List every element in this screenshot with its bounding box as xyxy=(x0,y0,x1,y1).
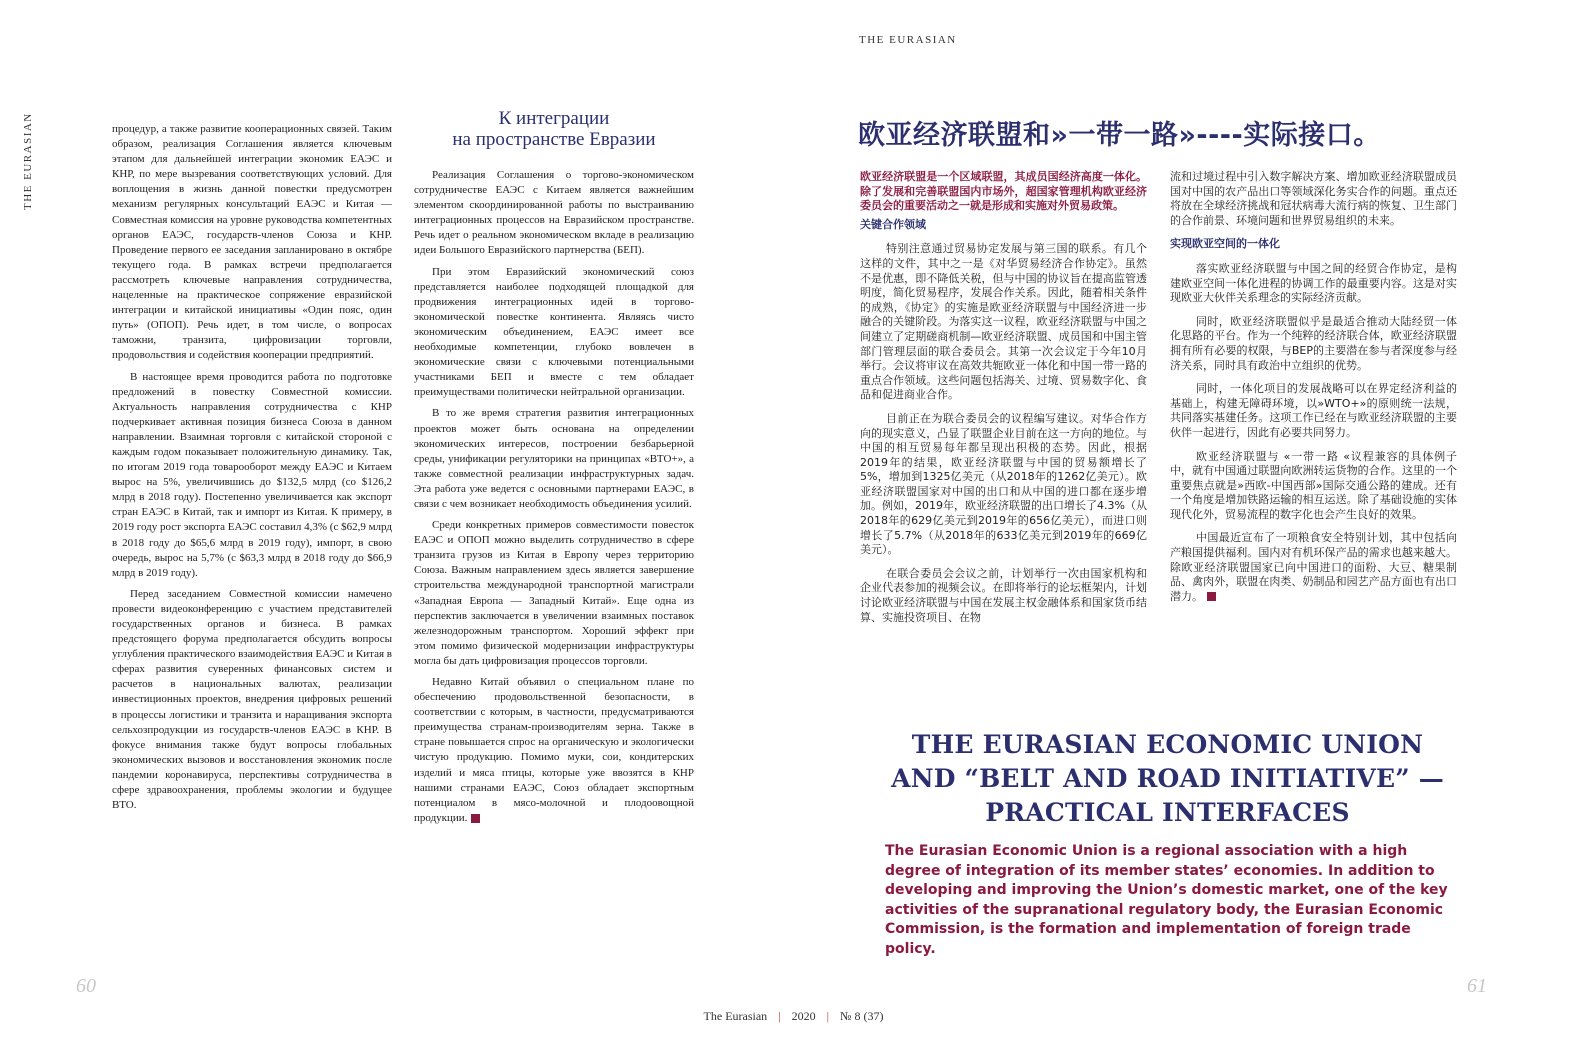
paragraph: В то же время стратегия развития интеграционных проектов может быть основана на определении экономических интересов, построении безбарьерной среды, унификации регуляторики на принципах «ВТО+», а также совместной реализации инфраструктурных задач. Эта работа уже ведется с основными партнерами ЕАЭС, в связи с чем возникает необходимость объединения усилий. xyxy=(414,407,694,510)
paragraph: процедур, а также развитие кооперационных связей. Таким образом, реализация Соглашения является ключевым этапом для дальнейшей интеграции экономик ЕАЭС и КНР, по мере вызревания соответствующих условий. Для воплощения в жизнь данной повестки предусмотрен механизм регулярных консультаций ЕАЭС и Китая — Совместная комиссия на уровне руководства компетентных органов ЕАЭС, государств-членов Союза и КНР. Проведение первого ее заседания запланировано в октябре текущего года. В рамках встречи предполагается рассмотреть ключевые направления сотрудничества, нацеленные на практическое сопряжение евразийской интеграции и китайской инициативы «Один пояс, один путь» (ОПОП). Речь идет, в том числе, о вопросах таможни, транзита, цифровизации торговли, продовольствия и содействия кооперации предприятий. xyxy=(112,123,392,362)
russian-column-2 xyxy=(414,168,694,938)
english-lead-paragraph: The Eurasian Economic Union is a regional association with a high degree of integration of its member states’ economies. In addition to developing and improving the Union’s domestic market, one of the key activities of the supranational regulatory body, the Eurasian Economic Commission, is the formation and implementation of foreign trade policy. xyxy=(885,843,1448,957)
title-line: THE EURASIAN ECONOMIC UNION xyxy=(911,730,1424,759)
footer-separator: | xyxy=(778,1009,781,1023)
paragraph xyxy=(1170,531,1457,604)
footer xyxy=(0,1009,1587,1024)
paragraph: При этом Евразийский экономический союз представляется наиболее подходящей площадкой для продвижения интеграционных идей в торгово-экономической повестке континента. Являясь чисто экономическим объединением, ЕАЭС имеет все необходимые компетенции, глубоко вовлечен в экономические связи с ключевыми потенциальными участниками БЕП и вместе с тем обладает преимуществами политически нейтральной организации. xyxy=(414,265,694,399)
paragraph: 同时，欧亚经济联盟似乎是最适合推动大陆经贸一体化思路的平台。作为一个纯粹的经济联合体，欧亚经济联盟拥有所有必要的权限，与BEP的主要潜在参与者深度参与经济关系，同时具有政治中立组织的优势。 xyxy=(1170,314,1457,372)
paragraph: 特别注意通过贸易协定发展与第三国的联系。有几个这样的文件，其中之一是《对华贸易经济合作协定》。虽然不是优惠，即不降低关税，但与中国的协议旨在提高监管透明度，简化贸易程序，发展合作关系。因此，随着相关条件的成熟，《协定》的实施是欧亚经济联盟与中国经济进一步融合的关键阶段。为落实这一议程，欧亚经济联盟与中国之间建立了定期磋商机制—欧亚经济联盟、成员国和中国主管部门管理层面的联合委员会。其第一次会议定于今年10月举行。会议将审议在高效共轭欧亚一体化和中国一带一路的重点合作领域。这些问题包括海关、过境、贸易数字化、食品和促进商业合作。 xyxy=(860,242,1147,402)
page-number-left: 60 xyxy=(76,975,96,997)
paragraph: Реализация Соглашения о торгово-экономическом сотрудничестве ЕАЭС с Китаем является важнейшим элементом скоординированной работы по выстраиванию интеграционных процессов на Евразийском пространстве. Речь идет о реальном экономическом вкладе в реализацию идеи Большого Евразийского партнерства (БЕП). xyxy=(414,169,694,257)
paragraph-text: 中国最近宣布了一项粮食安全特别计划，其中包括向产粮国提供福利。国内对有机环保产品的需求也越来越大。除欧亚经济联盟国家已向中国进口的面粉、大豆、糖果制品、禽肉外，联盟在肉类、奶制品和园艺产品方面也有出口潜力。 xyxy=(1170,531,1457,603)
title-line: PRACTICAL INTERFACES xyxy=(985,798,1350,827)
paragraph: 落实欧亚经济联盟与中国之间的经贸合作协定，是构建欧亚空间一体化进程的协调工作的最重要内容。这是对实现欧亚大伙伴关系理念的实际经济贡献。 xyxy=(1170,261,1457,305)
russian-section-heading xyxy=(414,108,694,150)
chinese-article-title: 欧亚经济联盟和»一带一路»----实际接口。 xyxy=(858,120,1381,151)
chinese-subheading: 关键合作领域 xyxy=(860,217,926,231)
side-brand-label: THE EURASIAN xyxy=(22,112,34,210)
paragraph: 同时，一体化项目的发展战略可以在界定经济利益的基础上，构建无障碍环境，以»WTO+»的原则统一法规，共同落实基建任务。这项工作已经在与欧亚经济联盟的主要伙伴一起进行，因此有必要共同努力。 xyxy=(1170,382,1457,439)
chinese-column-2 xyxy=(1170,170,1457,690)
paragraph: 目前正在为联合委员会的议程编写建议。对华合作方向的现实意义，凸显了联盟企业目前在这一方向的地位。与中国的相互贸易每年都呈现出积极的态势。因此，根据2019年的结果，欧亚经济联盟与中国的贸易额增长了5%，增加到1325亿美元（从2018年的1262亿美元）。欧亚经济联盟国家对中国的出口和从中国的进口都在逐步增加。例如，2019年，欧亚经济联盟的出口增长了4.3%（从2018年的629亿美元到2019年的656亿美元），而进口则增长了5.7%（从2018年的633亿美元到2019年的669亿美元）。 xyxy=(860,411,1147,557)
paragraph: 欧亚经济联盟与 «一带一路 «议程兼容的具体例子中，就有中国通过联盟向欧洲转运货物的合作。这里的一个重要焦点就是»西欧-中国西部»国际交通公路的建成。还有一个角度是增加铁路运输的相互运送。除了基础设施的实体现代化外，贸易流程的数字化也会产生良好的效果。 xyxy=(1170,449,1457,521)
chinese-subheading: 实现欧亚空间的一体化 xyxy=(1170,237,1280,251)
paragraph: Среди конкретных примеров совместимости повесток ЕАЭС и ОПОП можно выделить сотрудничество в сфере транзита грузов из Китая в Европу через территорию Союза. Важным направлением здесь является завершение строительства международной транспортной магистрали «Западная Европа — Западный Китай». Еще одна из перспектив заключается в увеличении взаимных поставок железнодорожным транспортом. Хороший эффект при этом помимо физической модернизации инфраструктуры могла бы дать цифровизация процессов торговли. xyxy=(414,519,694,667)
footer-separator: | xyxy=(826,1009,829,1023)
heading-line: К интеграции xyxy=(498,108,610,129)
english-article-title xyxy=(880,728,1455,830)
footer-issue: № 8 (37) xyxy=(840,1009,884,1023)
paragraph-text: Недавно Китай объявил о специальном плане по обеспечению продовольственной безопасности, в соответствии с которым, в частности, предусматриваются преимущества странам-производителям зерна. Также в стране повышается спрос на органическую и экологически чистую продукцию. Помимо муки, сои, кондитерских изделий и мяса птицы, которые уже ввозятся в КНР нашими странами ЕАЭС, Союз обладает экспортным потенциалом в мясо-молочной и плодоовощной продукции. xyxy=(414,676,694,824)
end-mark-icon: E xyxy=(471,814,480,823)
title-line: AND “BELT AND ROAD INITIATIVE” — xyxy=(891,764,1444,793)
paragraph: 流和过境过程中引入数字解决方案、增加欧亚经济联盟成员国对中国的农产品出口等领域深化务实合作的问题。重点还将放在全球经济挑战和冠状病毒大流行病的恢复、卫生部门的合作前景、环境问题和世界贸易组织的未来。 xyxy=(1170,170,1457,227)
paragraph: Перед заседанием Совместной комиссии намечено провести видеоконференцию с участием представителей государственных органов и бизнеса. В рамках предстоящего форума предполагается обсудить вопросы углубления практического взаимодействия ЕАЭС и Китая в сферах развития суверенных финансовых систем и расчетов в национальных валютах, реализации инвестиционных проектов, внедрения цифровых решений в процессы логистики и транзита и наращивания экспорта сельхозпродукции из государств-членов ЕАЭС в КНР. В фокусе внимания также будут вопросы глобальных экономических вызовов и восстановления экономик после пандемии коронавируса, перспективы сотрудничества в сфере здравоохранения, проблемы экологии и будущее ВТО. xyxy=(112,587,392,812)
page-number-right: 61 xyxy=(1467,975,1487,997)
footer-magazine: The Eurasian xyxy=(703,1009,768,1023)
end-mark-icon: E xyxy=(1207,592,1216,601)
chinese-column-1 xyxy=(860,170,1147,690)
footer-year: 2020 xyxy=(791,1009,816,1023)
paragraph: В настоящее время проводится работа по подготовке предложений в повестку Совместной комиссии. Актуальность направления сотрудничества с КНР подчеркивает активная позиция бизнеса Союза в данном направлении. Взаимная торговля с китайской стороной с каждым годом показывает положительную динамику. Так, по итогам 2019 года товарооборот между ЕАЭС и Китаем вырос на 5%, увеличившись до $132,5 млрд (со $126,2 млрд в 2018 году). Постепенно увеличивается как экспорт стран ЕАЭС в Китай, так и импорт из Китая. К примеру, в 2019 году рост экспорта ЕАЭС составил 4,3% (с $62,9 млрд в 2018 году до $65,6 млрд в 2019 году), импорт, в свою очередь, вырос на 5,7% (с $63,3 млрд в 2018 году до $66,9 млрд в 2019 году). xyxy=(112,370,392,579)
heading-line: на пространстве Евразии xyxy=(452,129,656,150)
top-brand-label: THE EURASIAN xyxy=(859,34,957,46)
chinese-lead: 欧亚经济联盟是一个区域联盟，其成员国经济高度一体化。除了发展和完善联盟国内市场外，超国家管理机构欧亚经济委员会的重要活动之一就是形成和实施对外贸易政策。 xyxy=(860,170,1147,213)
paragraph: 在联合委员会会议之前，计划举行一次由国家机构和企业代表参加的视频会议。在即将举行的论坛框架内，计划讨论欧亚经济联盟与中国在发展主权金融体系和国家货币结算、实施投资项目、在物 xyxy=(860,566,1147,624)
paragraph xyxy=(414,675,694,826)
russian-column-1 xyxy=(112,122,392,938)
